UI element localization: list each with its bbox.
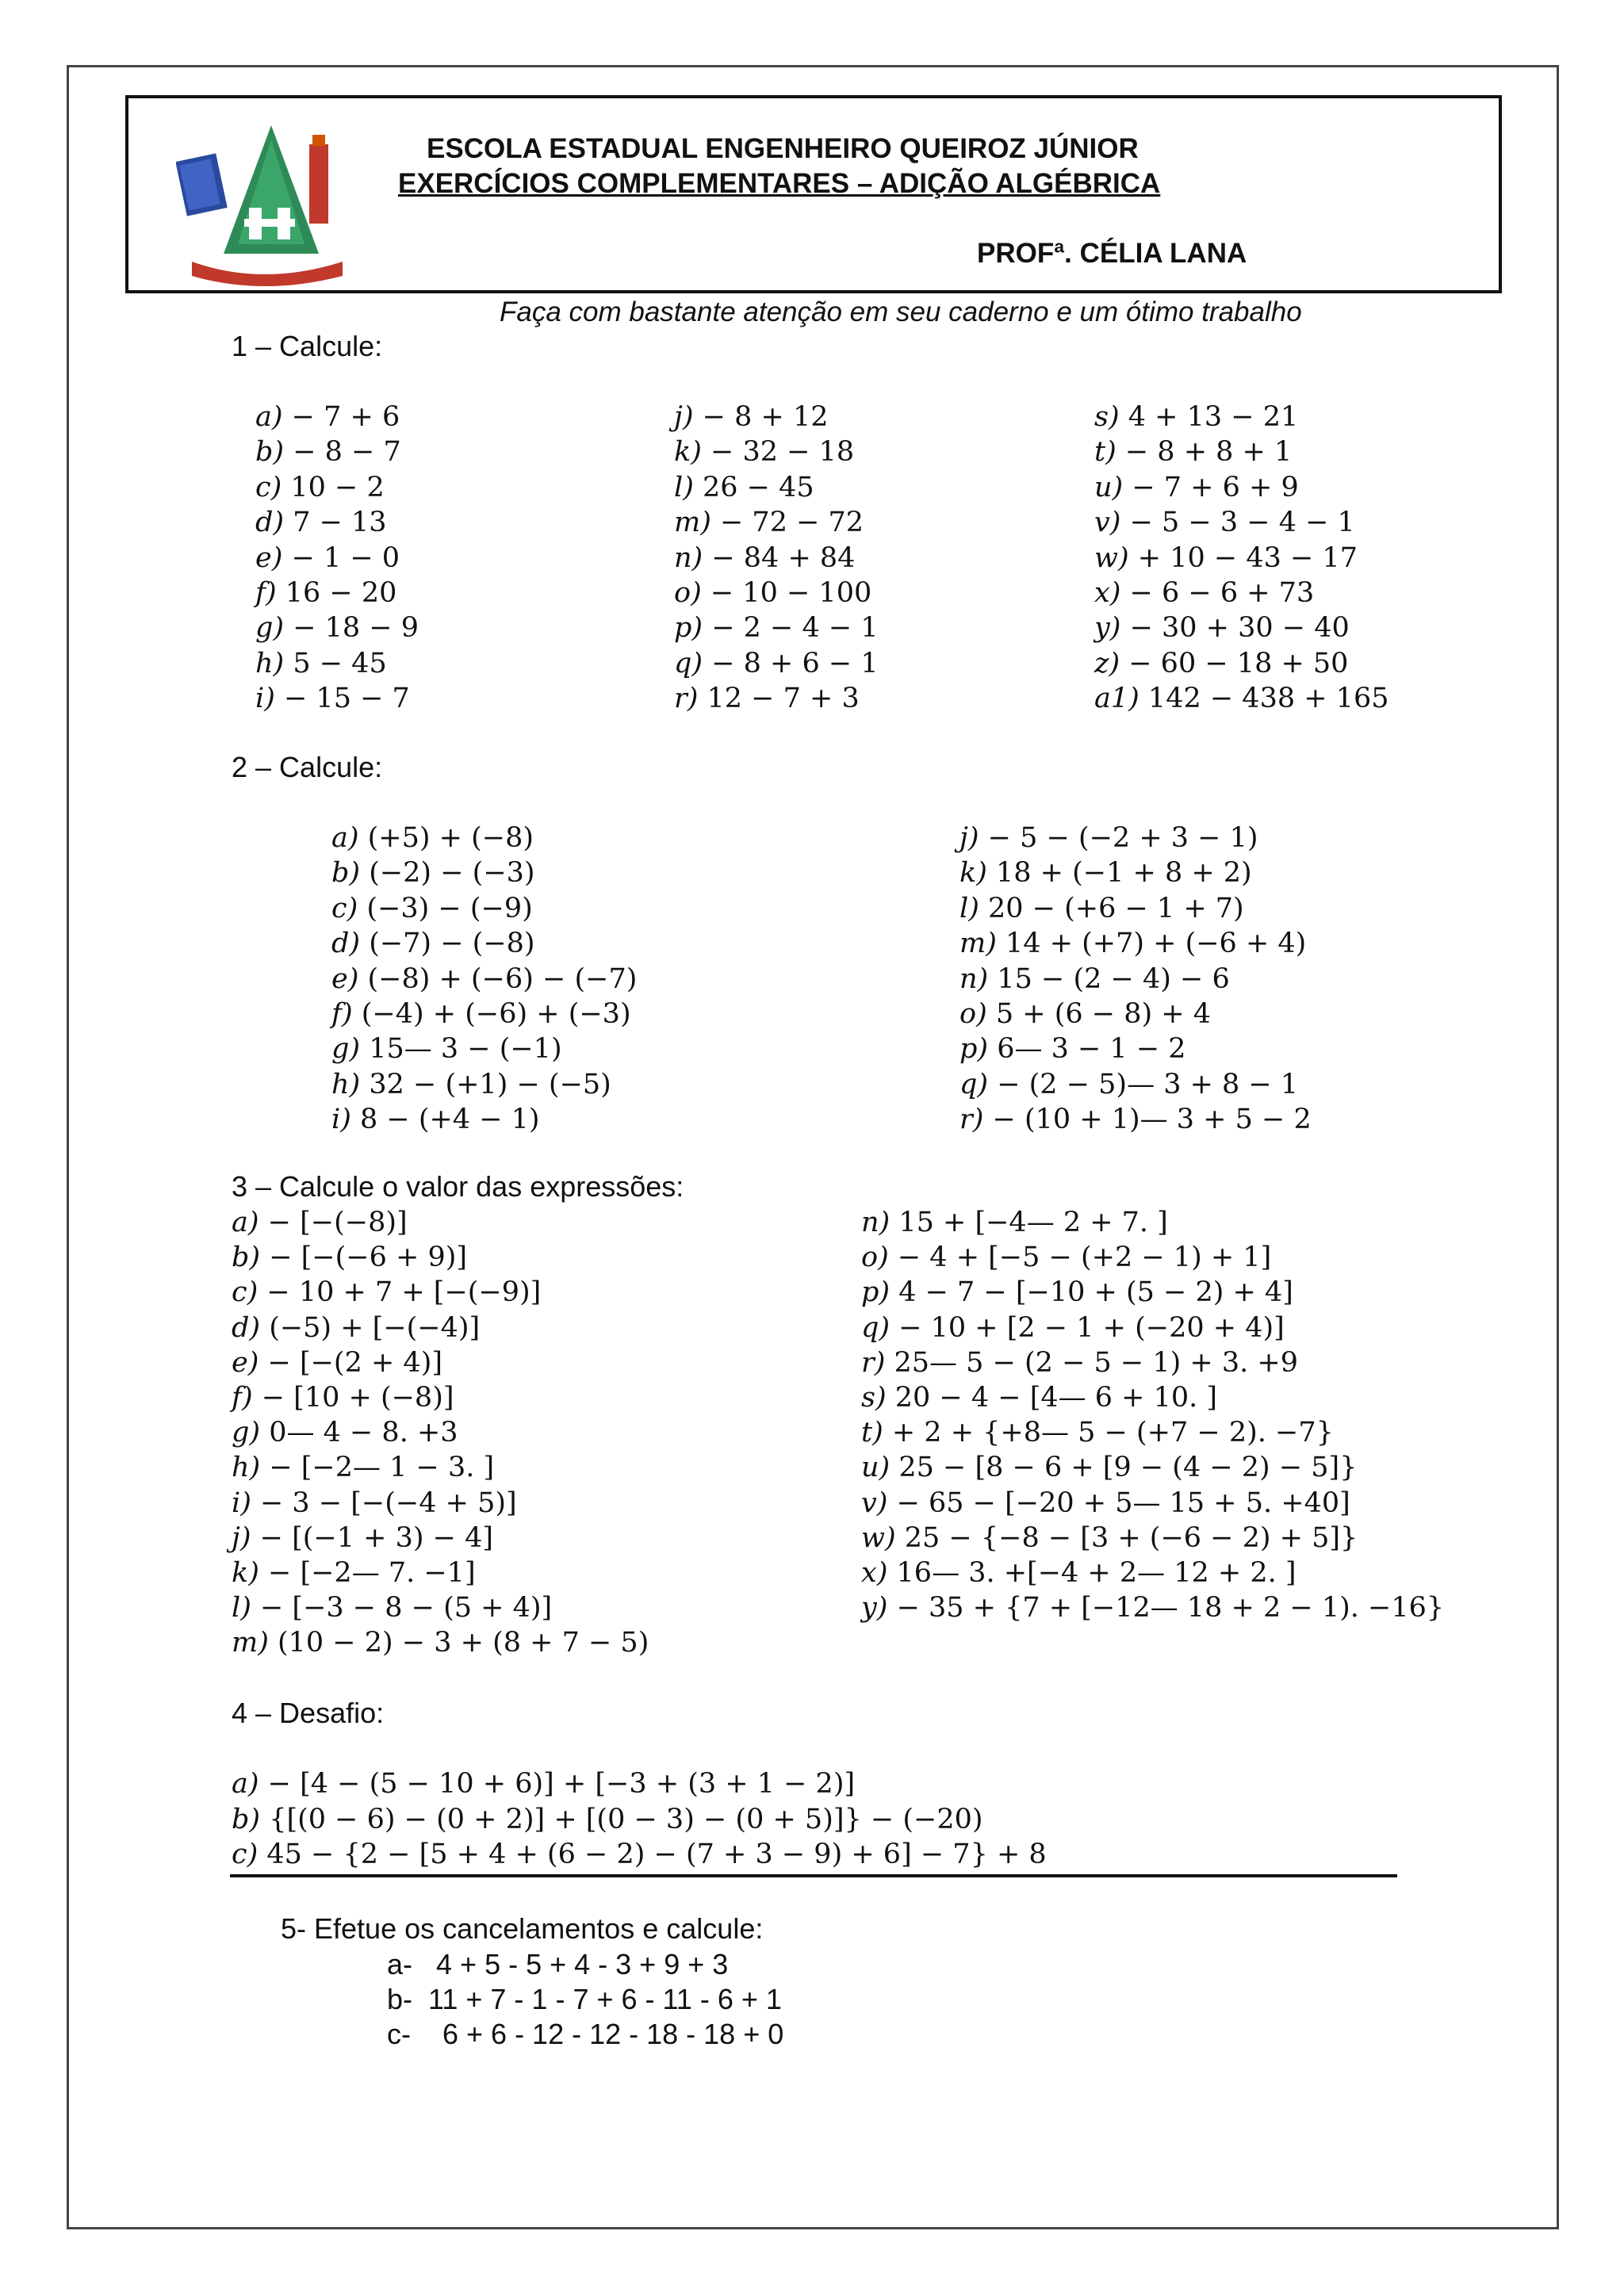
exercise-item: m) (10 − 2) − 3 + (8 + 7 − 5) [232, 1627, 649, 1659]
school-name: ESCOLA ESTADUAL ENGENHEIRO QUEIROZ JÚNIOR [427, 133, 1139, 164]
exercise-item: k) − [−2— 7. −1] [232, 1556, 476, 1589]
q1-column-1 [255, 400, 419, 717]
exercise-item: a) (+5) + (−8) [331, 822, 534, 854]
exercise-item: i) − 15 − 7 [255, 683, 410, 715]
q4-title: 4 – Desafio: [232, 1697, 385, 1729]
exercise-item: a1) 142 − 438 + 165 [1094, 683, 1389, 715]
exercise-item: d) (−7) − (−8) [331, 928, 535, 960]
teacher-name: PROFª. CÉLIA LANA [977, 238, 1247, 269]
exercise-item: c) 10 − 2 [255, 471, 385, 503]
exercise-item: w) + 10 − 43 − 17 [1094, 541, 1358, 574]
q2-column-2 [959, 821, 1312, 1138]
exercise-item: a- 4 + 5 - 5 + 4 - 3 + 9 + 3 [387, 1948, 729, 1980]
exercise-item: l) 26 − 45 [674, 471, 814, 503]
exercise-item: c) − 10 + 7 + [−(−9)] [232, 1276, 542, 1309]
exercise-item: d) 7 − 13 [255, 507, 387, 539]
exercise-item: r) 12 − 7 + 3 [674, 683, 860, 715]
q4-items [232, 1766, 1047, 1873]
exercise-item: i) 8 − (+4 − 1) [331, 1104, 540, 1136]
exercise-item: o) 5 + (6 − 8) + 4 [959, 997, 1211, 1030]
q1-column-2 [674, 400, 879, 717]
exercise-item: v) − 65 − [−20 + 5— 15 + 5. +40] [861, 1487, 1350, 1519]
exercise-item: r) − (10 + 1)— 3 + 5 − 2 [959, 1104, 1312, 1136]
exercise-item: f) (−4) + (−6) + (−3) [331, 997, 631, 1030]
exercise-item: n) 15 − (2 − 4) − 6 [959, 962, 1230, 995]
exercise-item: i) − 3 − [−(−4 + 5)] [232, 1487, 517, 1519]
exercise-item: f) 16 − 20 [255, 576, 397, 609]
exercise-item: j) − 5 − (−2 + 3 − 1) [959, 822, 1258, 854]
exercise-item: a) − [4 − (5 − 10 + 6)] + [−3 + (3 + 1 − 2)] [232, 1768, 856, 1800]
q1-title: 1 – Calcule: [232, 330, 383, 362]
exercise-item: y) − 35 + {7 + [−12— 18 + 2 − 1). −16} [861, 1592, 1445, 1624]
exercise-item: w) 25 − {−8 − [3 + (−6 − 2) + 5]} [861, 1521, 1358, 1554]
exercise-item: x) − 6 − 6 + 73 [1094, 576, 1315, 609]
exercise-item: y) − 30 + 30 − 40 [1094, 612, 1350, 645]
exercise-item: n) − 84 + 84 [674, 541, 856, 574]
exercise-item: v) − 5 − 3 − 4 − 1 [1094, 507, 1355, 539]
q3-column-2 [861, 1205, 1444, 1625]
exercise-item: r) 25— 5 − (2 − 5 − 1) + 3. +9 [861, 1346, 1298, 1379]
exercise-item: e) − 1 − 0 [255, 541, 400, 574]
exercise-item: x) 16— 3. +[−4 + 2— 12 + 2. ] [861, 1556, 1297, 1589]
exercise-item: j) − 8 + 12 [674, 401, 829, 433]
exercise-item: t) + 2 + {+8— 5 − (+7 − 2). −7} [861, 1417, 1334, 1449]
exercise-item: z) − 60 − 18 + 50 [1094, 647, 1349, 679]
exercise-item: s) 4 + 13 − 21 [1094, 401, 1299, 433]
page-border [67, 65, 1559, 2229]
exercise-item: u) 25 − [8 − 6 + [9 − (4 − 2) − 5]} [861, 1452, 1358, 1484]
q5-items [387, 1947, 783, 2052]
q5-title: 5- Efetue os cancelamentos e calcule: [281, 1912, 764, 1945]
exercise-item: b) (−2) − (−3) [331, 857, 535, 890]
exercise-item: g) 15— 3 − (−1) [331, 1033, 562, 1066]
exercise-item: b) − [−(−6 + 9)] [232, 1242, 468, 1274]
exercise-item: k) 18 + (−1 + 8 + 2) [959, 857, 1252, 890]
exercise-item: l) 20 − (+6 − 1 + 7) [959, 892, 1244, 924]
exercise-item: u) − 7 + 6 + 9 [1094, 471, 1299, 503]
exercise-item: t) − 8 + 8 + 1 [1094, 436, 1293, 469]
exercise-item: p) − 2 − 4 − 1 [674, 612, 879, 645]
q2-title: 2 – Calcule: [232, 751, 383, 783]
instruction-note: Faça com bastante atenção em seu caderno e um ótimo trabalho [500, 297, 1302, 327]
exercise-item: f) − [10 + (−8)] [232, 1381, 454, 1414]
exercise-item: d) (−5) + [−(−4)] [232, 1311, 481, 1344]
exercise-item: e) − [−(2 + 4)] [232, 1346, 443, 1379]
exercise-item: k) − 32 − 18 [674, 436, 855, 469]
exercise-item: q) − 8 + 6 − 1 [674, 647, 879, 679]
exercise-item: s) 20 − 4 − [4— 6 + 10. ] [861, 1381, 1218, 1414]
q2-column-1 [331, 821, 637, 1138]
exercise-item: e) (−8) + (−6) − (−7) [331, 962, 638, 995]
exercise-item: a) − [−(−8)] [232, 1207, 408, 1238]
exercise-item: m) 14 + (+7) + (−6 + 4) [959, 928, 1307, 960]
exercise-item: b) {[(0 − 6) − (0 + 2)] + [(0 − 3) − (0 + 5)]} − (−20) [232, 1803, 983, 1835]
exercise-item: q) − (2 − 5)— 3 + 8 − 1 [959, 1068, 1299, 1100]
school-logo [176, 121, 350, 295]
exercise-item: g) 0— 4 − 8. +3 [232, 1417, 458, 1449]
exercise-item: o) − 4 + [−5 − (+2 − 1) + 1] [861, 1242, 1272, 1274]
exercise-item: h) 32 − (+1) − (−5) [331, 1068, 611, 1100]
exercise-item: g) − 18 − 9 [255, 612, 419, 645]
exercise-item: l) − [−3 − 8 − (5 + 4)] [232, 1592, 553, 1624]
exercise-item: p) 4 − 7 − [−10 + (5 − 2) + 4] [861, 1276, 1293, 1309]
sheet-title: EXERCÍCIOS COMPLEMENTARES – ADIÇÃO ALGÉBRICA [398, 168, 1161, 199]
exercise-item: h) − [−2— 1 − 3. ] [232, 1452, 495, 1484]
q1-column-3 [1094, 400, 1389, 717]
exercise-item: c- 6 + 6 - 12 - 12 - 18 - 18 + 0 [387, 2018, 784, 2050]
exercise-item: q) − 10 + [2 − 1 + (−20 + 4)] [861, 1311, 1285, 1344]
exercise-item: b- 11 + 7 - 1 - 7 + 6 - 11 - 6 + 1 [387, 1983, 782, 2015]
exercise-item: h) 5 − 45 [255, 647, 387, 679]
exercise-item: p) 6— 3 − 1 − 2 [959, 1033, 1186, 1066]
exercise-item: n) 15 + [−4— 2 + 7. ] [861, 1207, 1168, 1238]
section-divider [230, 1874, 1397, 1877]
exercise-item: a) − 7 + 6 [255, 401, 400, 433]
exercise-item: j) − [(−1 + 3) − 4] [232, 1521, 493, 1554]
exercise-item: o) − 10 − 100 [674, 576, 872, 609]
exercise-item: c) (−3) − (−9) [331, 892, 533, 924]
exercise-item: m) − 72 − 72 [674, 507, 864, 539]
exercise-item: c) 45 − {2 − [5 + 4 + (6 − 2) − (7 + 3 − 9) + 6] − 7} + 8 [232, 1839, 1047, 1871]
q3-title: 3 – Calcule o valor das expressões: [232, 1170, 684, 1203]
q3-column-1 [232, 1205, 649, 1660]
exercise-item: b) − 8 − 7 [255, 436, 401, 469]
